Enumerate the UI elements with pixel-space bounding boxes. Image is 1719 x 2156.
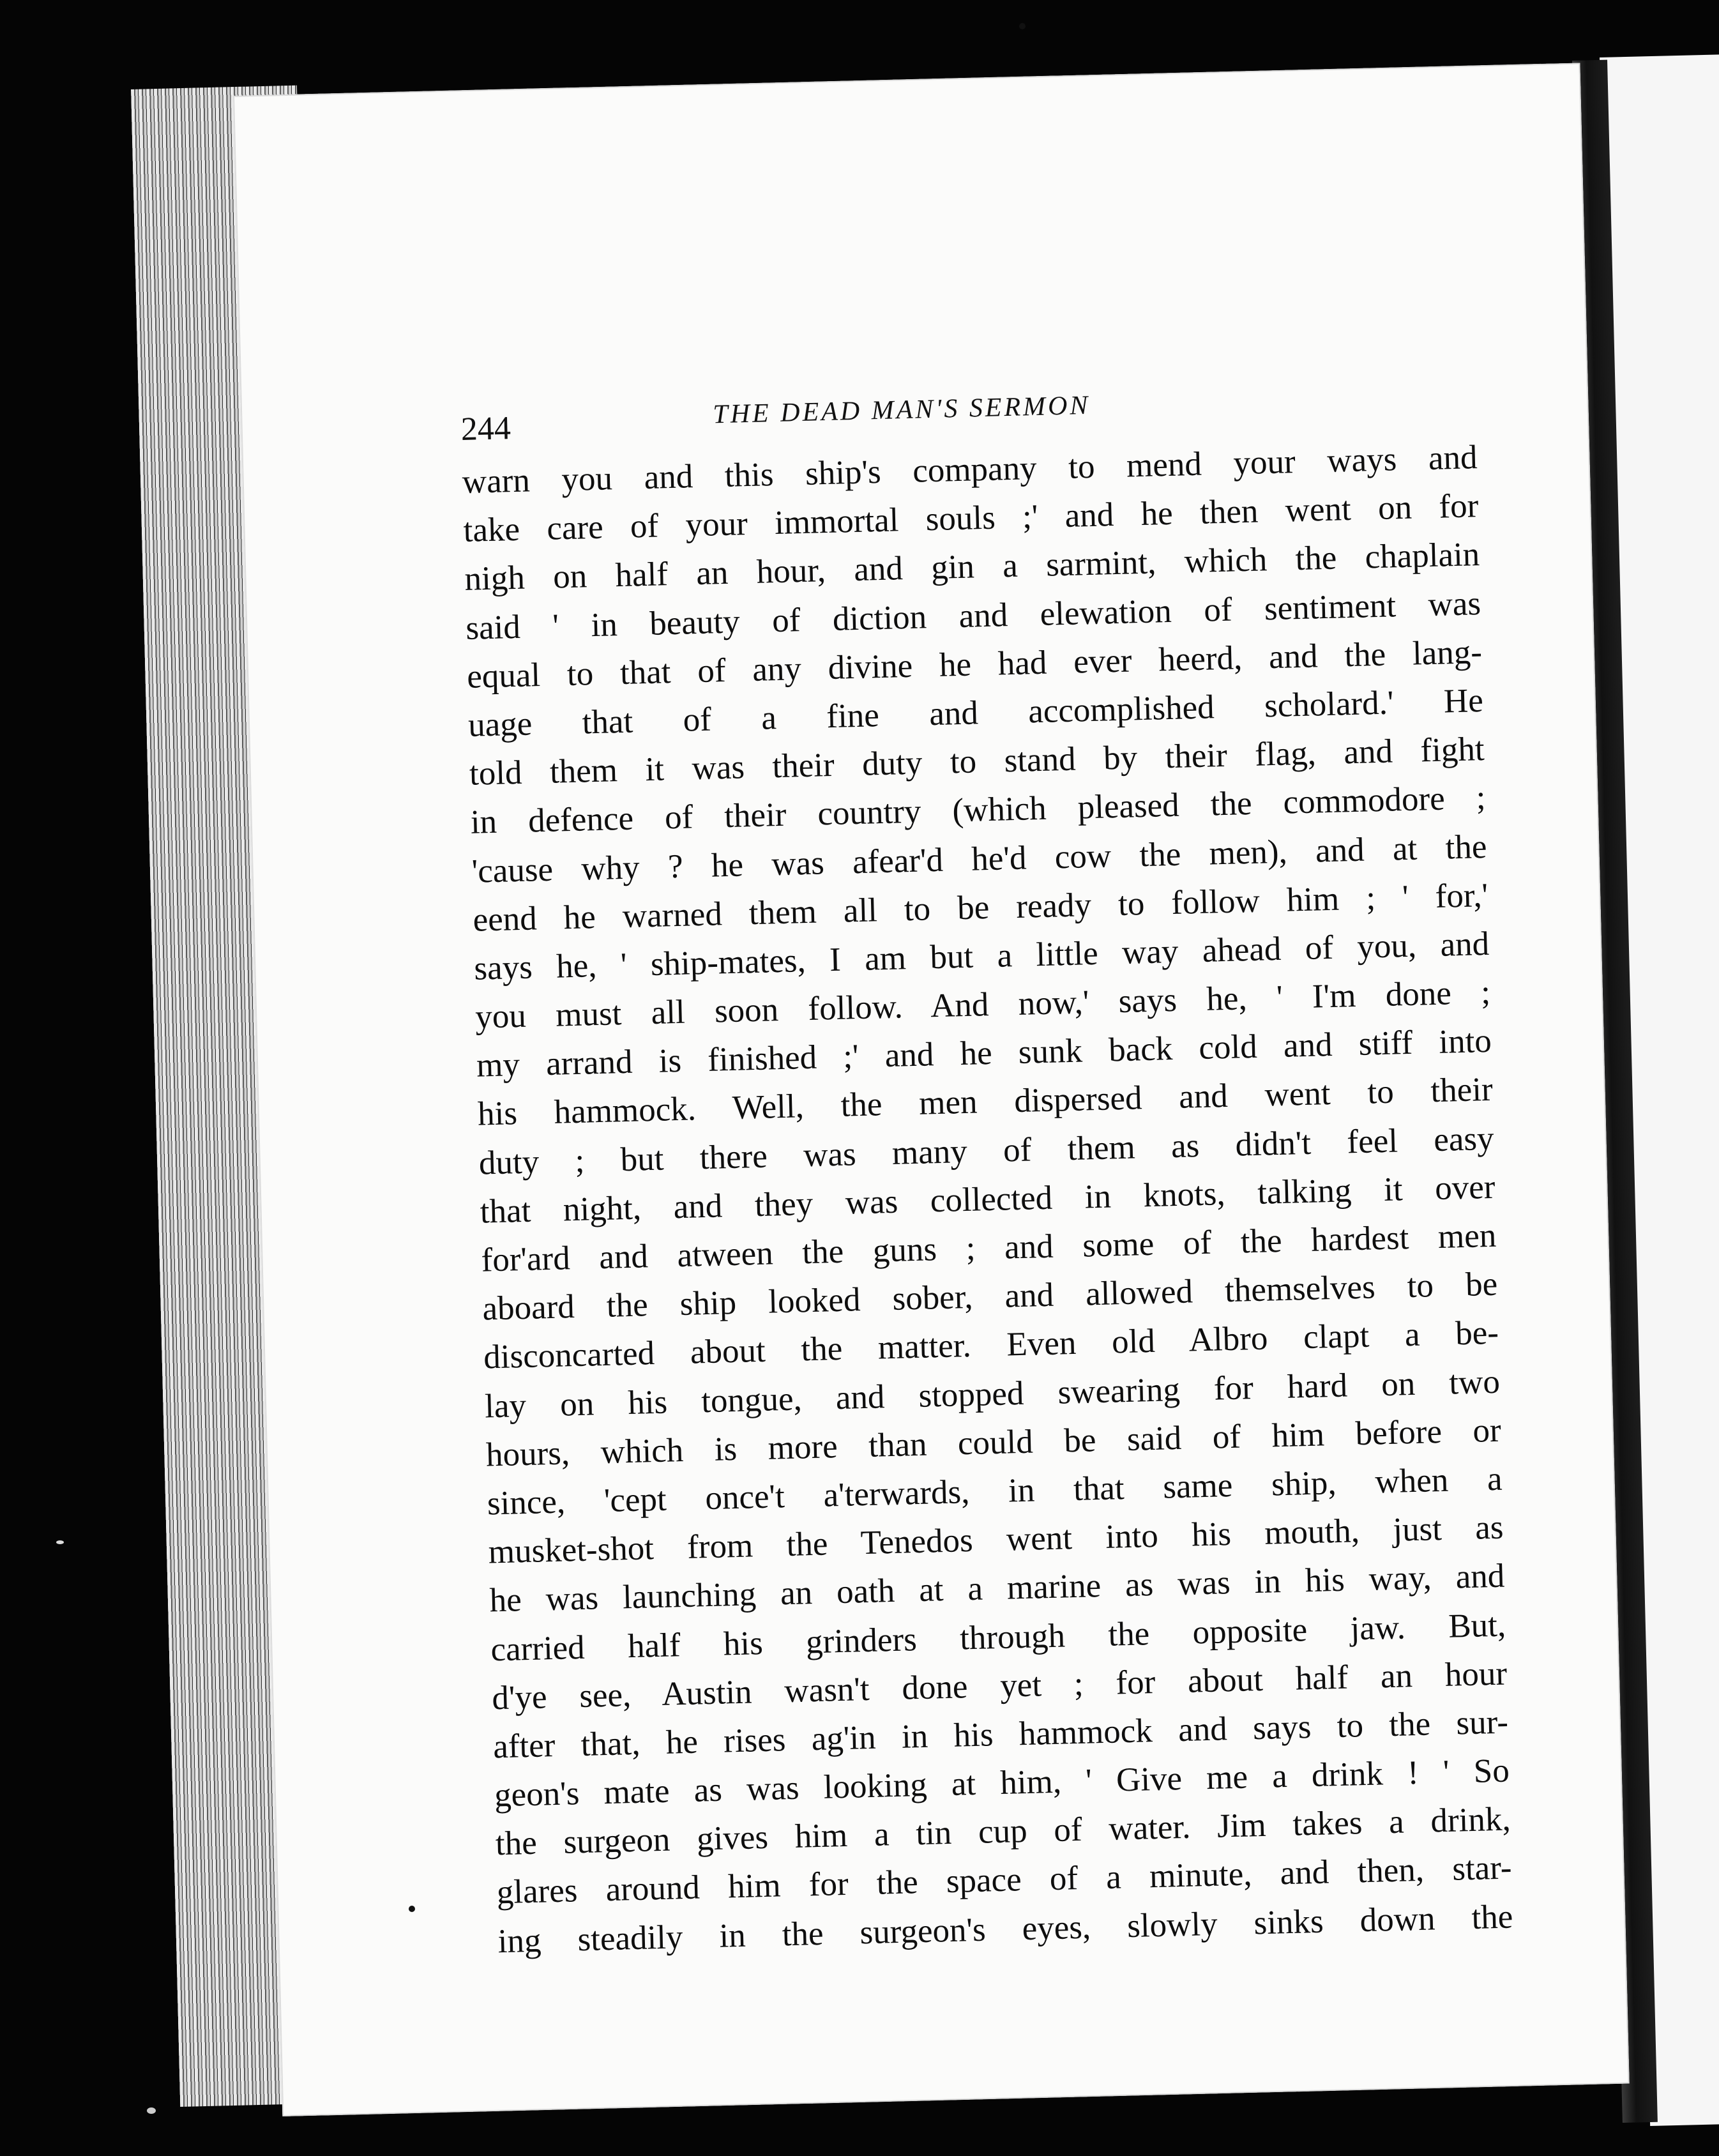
text-line: ing steadily in the surgeon's eyes, slowly sinks down the — [497, 1898, 1513, 1960]
scan-speck — [56, 1540, 64, 1544]
body-text — [462, 433, 1513, 1966]
text-line: that night, and they was collected in knots, talking it over — [480, 1168, 1496, 1231]
text-line: told them it was their duty to stand by their flag, and fight — [469, 731, 1485, 793]
text-line: disconcarted about the matter. Even old Albro clapt a be- — [483, 1314, 1499, 1376]
text-line: carried half his grinders through the opposite jaw. But, — [490, 1606, 1506, 1668]
text-line: geon's mate as was looking at him, ' Give me a drink ! ' So — [494, 1752, 1510, 1814]
text-line: musket-shot from the Tenedos went into his mouth, just as — [488, 1508, 1504, 1571]
text-line: aboard the ship looked sober, and allowed themselves to be — [481, 1265, 1498, 1328]
text-line: in defence of their country (which pleased the commodore ; — [470, 779, 1487, 842]
text-line: he was launching an oath at a marine as was in his way, and — [488, 1557, 1505, 1620]
text-line: d'ye see, Austin wasn't done yet ; for about half an hour — [491, 1655, 1508, 1717]
text-line: since, 'cept once't a'terwards, in that same ship, when a — [487, 1460, 1503, 1522]
text-line: my arrand is finished ;' and he sunk back cold and stiff into — [476, 1022, 1492, 1084]
text-line: his hammock. Well, the men dispersed and went to their — [477, 1071, 1494, 1134]
scan-speck — [1019, 23, 1026, 29]
scan-speck — [147, 2107, 156, 2114]
text-line: the surgeon gives him a tin cup of water. Jim takes a drink, — [495, 1800, 1511, 1863]
text-line: duty ; but there was many of them as didn't feel easy — [478, 1120, 1495, 1182]
text-line: you must all soon follow. And now,' says he, ' I'm done ; — [474, 973, 1491, 1036]
text-line: warn you and this ship's company to mend your ways and — [462, 439, 1478, 501]
running-head: THE DEAD MAN'S SERMON — [712, 390, 1091, 430]
text-line: equal to that of any divine he had ever heerd, and the lang- — [466, 633, 1483, 695]
text-line: glares around him for the space of a minute, and then, star- — [496, 1849, 1513, 1911]
text-line: eend he warned them all to be ready to follow him ; ' for,' — [472, 876, 1488, 939]
text-line: hours, which is more than could be said of him before or — [485, 1411, 1502, 1474]
scan-speck — [409, 1906, 415, 1912]
text-line: uage that of a fine and accomplished scholard.' He — [467, 681, 1484, 744]
text-line: said ' in beauty of diction and elewation of sentiment was — [465, 584, 1481, 647]
page-number: 244 — [460, 410, 511, 448]
text-line: lay on his tongue, and stopped swearing for hard on two — [484, 1363, 1501, 1425]
text-line: nigh on half an hour, and gin a sarmint, which the chaplain — [464, 536, 1480, 598]
text-line: 'cause why ? he was afear'd he'd cow the men), and at the — [471, 828, 1488, 890]
text-line: says he, ' ship-mates, I am but a little way ahead of you, and — [473, 925, 1490, 987]
text-line: take care of your immortal souls ;' and he then went on for — [463, 487, 1479, 550]
text-line: for'ard and atween the guns ; and some of the hardest men — [480, 1217, 1497, 1279]
text-line: after that, he rises ag'in in his hammock and says to the sur- — [492, 1703, 1509, 1766]
